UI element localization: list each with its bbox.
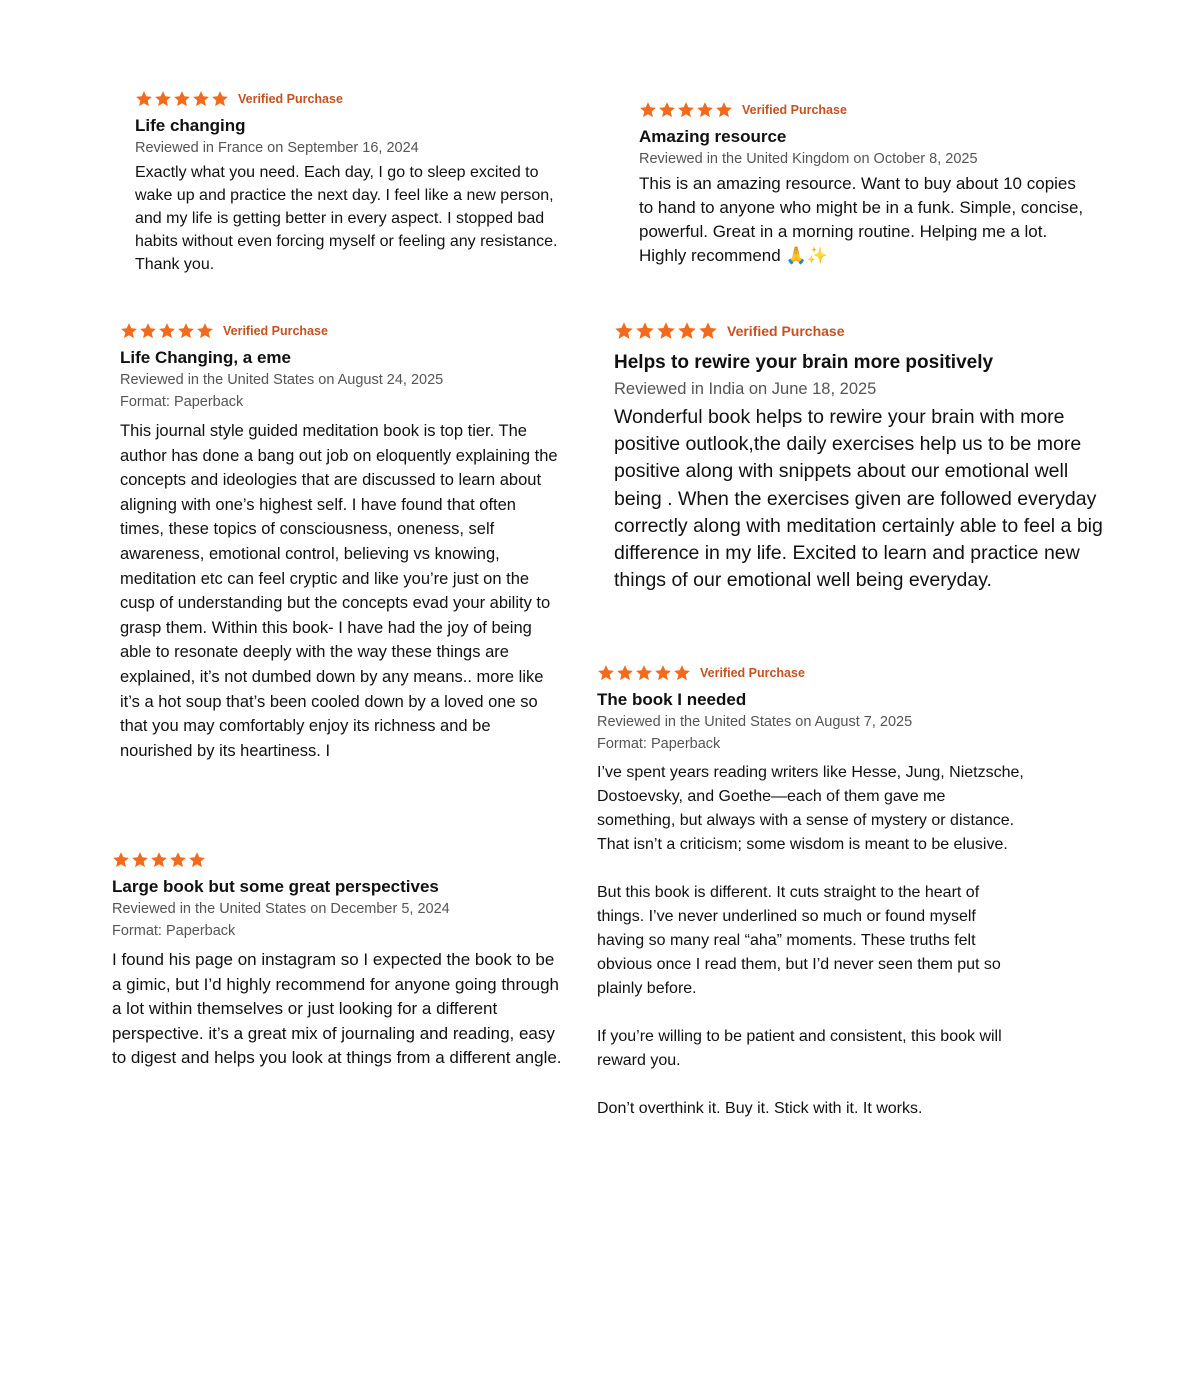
review-title[interactable]: Life changing [135, 116, 246, 135]
star-icon [135, 90, 153, 108]
star-icon [658, 101, 676, 119]
review-card [614, 320, 1114, 594]
star-icon [696, 101, 714, 119]
review-card [112, 849, 562, 1071]
star-icon [656, 321, 676, 341]
review-title[interactable]: Life Changing, a eme [120, 348, 291, 367]
star-icon [635, 664, 653, 682]
review-paragraph: Exactly what you need. Each day, I go to sleep excited to wake up and practice the next day. I feel like a new person, and my life is getting better in every aspect. I stopped bad habits without even forcing myself or feeling any resistance. Thank you. [135, 164, 558, 273]
star-rating [135, 90, 230, 108]
star-icon [139, 322, 157, 340]
star-rating [597, 664, 692, 682]
star-icon [120, 322, 138, 340]
verified-purchase-badge: Verified Purchase [742, 103, 847, 117]
star-icon [616, 664, 634, 682]
star-rating [112, 851, 207, 869]
review-paragraph: But this book is different. It cuts straight to the heart of things. I’ve never underlined so much or found myself having so many real “aha” moments. These truths felt obvious once I read them, but I’d never seen them put so plainly before. [597, 884, 1001, 997]
review-date: Reviewed in the United States on August 7, 2025 [597, 714, 913, 730]
review-card [135, 88, 565, 276]
review-body [120, 419, 560, 763]
review-card [639, 99, 1089, 268]
review-paragraph: Wonderful book helps to rewire your brain with more positive outlook,the daily exercises help us to be more positive along with snippets about our emotional well being . When the exercises given are followed everyday correctly along with meditation certainly able to feel a big difference in my life. Excited to learn and practice new things of our emotional well being everyday. [614, 406, 1103, 592]
review-body [597, 761, 1027, 1121]
star-icon [614, 321, 634, 341]
star-icon [173, 90, 191, 108]
star-icon [677, 321, 697, 341]
star-icon [154, 90, 172, 108]
star-icon [150, 851, 168, 869]
review-paragraph: This is an amazing resource. Want to buy about 10 copies to hand to anyone who might be in a funk. Simple, concise, powerful. Great in a morning routine. Helping me a lot. Highly recommend 🙏✨ [639, 174, 1084, 265]
verified-purchase-badge: Verified Purchase [223, 324, 328, 338]
star-icon [196, 322, 214, 340]
star-icon [597, 664, 615, 682]
review-body [639, 172, 1089, 268]
review-card [597, 662, 1027, 1121]
star-icon [698, 321, 718, 341]
review-body [135, 161, 565, 276]
star-rating [639, 101, 734, 119]
review-title[interactable]: Amazing resource [639, 127, 787, 146]
star-rating [120, 322, 215, 340]
review-title[interactable]: Large book but some great perspectives [112, 877, 439, 896]
star-rating [614, 321, 719, 341]
star-icon [639, 101, 657, 119]
review-format: Format: Paperback [120, 394, 244, 410]
star-icon [158, 322, 176, 340]
review-card [120, 320, 560, 763]
star-icon [673, 664, 691, 682]
review-title[interactable]: The book I needed [597, 690, 747, 709]
review-paragraph: I’ve spent years reading writers like Hesse, Jung, Nietzsche, Dostoevsky, and Goethe—each of them gave me something, but always with a sense of mystery or distance. That isn’t a criticism; some wisdom is meant to be elusive. [597, 764, 1024, 853]
star-icon [211, 90, 229, 108]
verified-purchase-badge: Verified Purchase [727, 323, 845, 339]
review-paragraph: I found his page on instagram so I expected the book to be a gimic, but I’d highly recommend for anyone going through a lot within themselves or just looking for a different perspective. it’s a great mix of journaling and reading, easy to digest and helps you look at things from a different angle. [112, 950, 562, 1067]
review-format: Format: Paperback [597, 736, 721, 752]
star-icon [677, 101, 695, 119]
review-date: Reviewed in France on September 16, 2024 [135, 140, 419, 156]
star-icon [192, 90, 210, 108]
review-date: Reviewed in the United States on December 5, 2024 [112, 901, 450, 917]
review-paragraph: Don’t overthink it. Buy it. Stick with it. It works. [597, 1100, 923, 1117]
star-icon [169, 851, 187, 869]
review-body [112, 948, 562, 1071]
review-date: Reviewed in the United States on August 24, 2025 [120, 372, 444, 388]
verified-purchase-badge: Verified Purchase [238, 92, 343, 106]
star-icon [635, 321, 655, 341]
review-paragraph: If you’re willing to be patient and consistent, this book will reward you. [597, 1028, 1002, 1069]
review-format: Format: Paperback [112, 923, 236, 939]
star-icon [654, 664, 672, 682]
star-icon [715, 101, 733, 119]
star-icon [131, 851, 149, 869]
verified-purchase-badge: Verified Purchase [700, 666, 805, 680]
review-paragraph: This journal style guided meditation book is top tier. The author has done a bang out job on eloquently explaining the concepts and ideologies that are discussed to learn about aligning with one’s highest self. I have found that often times, these topics of consciousness, oneness, self awareness, emotional control, believing vs knowing, meditation etc can feel cryptic and like you’re just on the cusp of understanding but the concepts evad your ability to grasp them. Within this book- I have had the joy of being able to resonate deeply with the way these things are explained, it’s not dumbed down by any means.. more like it’s a hot soup that’s been cooled down by a loved one so that you may comfortably enjoy its richness and be nourished by its heartiness. I [120, 422, 558, 760]
review-date: Reviewed in the United Kingdom on October 8, 2025 [639, 151, 978, 167]
review-body [614, 404, 1114, 594]
review-title[interactable]: Helps to rewire your brain more positively [614, 352, 994, 373]
star-icon [112, 851, 130, 869]
review-date: Reviewed in India on June 18, 2025 [614, 380, 877, 398]
star-icon [188, 851, 206, 869]
star-icon [177, 322, 195, 340]
